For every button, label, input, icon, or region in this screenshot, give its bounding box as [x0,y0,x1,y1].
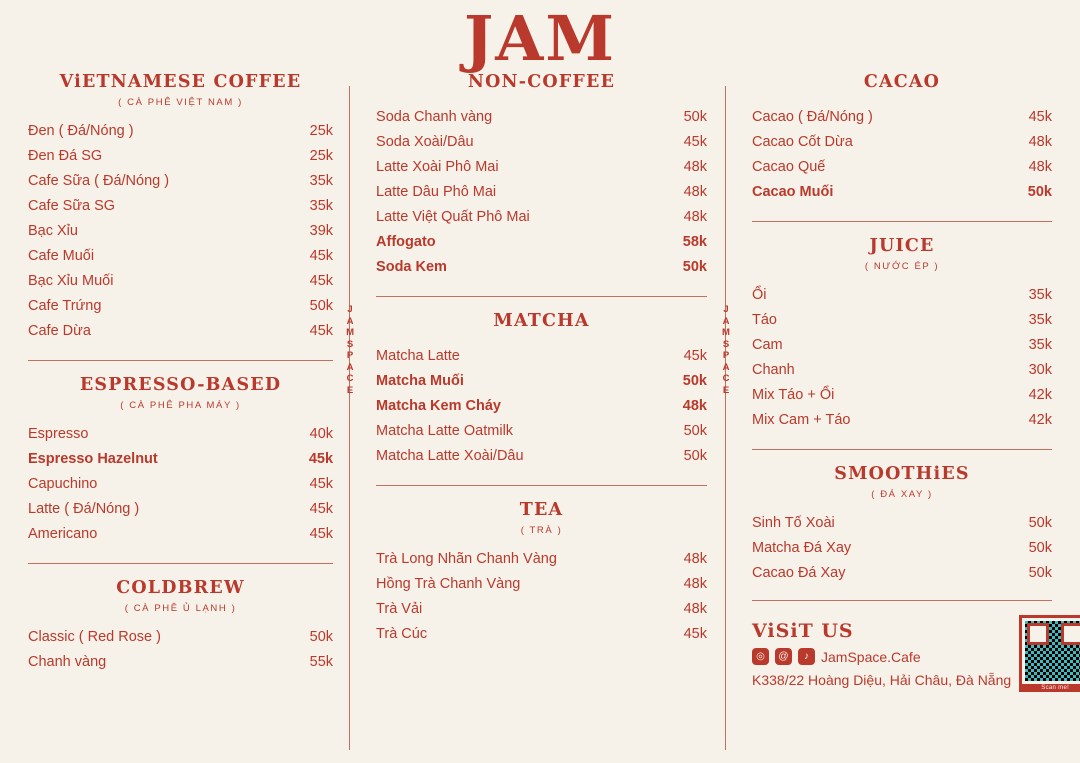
item-name: Hồng Trà Chanh Vàng [376,575,521,592]
item-name: Capuchino [28,475,98,492]
menu-item [752,333,1052,358]
item-price: 45k [1028,108,1052,125]
item-name: Cacao ( Đá/Nóng ) [752,108,873,125]
spine-text-right: J A M S P A C E [722,304,731,396]
qr-box[interactable] [1019,615,1080,692]
item-name: Espresso [28,425,89,442]
item-name: Soda Xoài/Dâu [376,133,474,150]
item-price: 48k [683,158,707,175]
menu-item [376,255,707,280]
menu-item [376,394,707,419]
menu-item [376,130,707,155]
item-name: Matcha Latte Oatmilk [376,422,514,439]
item-price: 25k [309,147,334,164]
item-price: 48k [682,397,707,414]
item-price: 48k [683,575,707,592]
item-name: Chanh vàng [28,653,107,670]
item-name: Trà Long Nhãn Chanh Vàng [376,550,557,567]
menu-item [376,419,707,444]
divider [376,296,707,297]
menu-item [28,119,333,144]
item-price: 50k [683,447,707,464]
item-name: Latte ( Đá/Nóng ) [28,500,140,517]
menu-item [376,597,707,622]
item-price: 42k [1028,411,1052,428]
item-name: Táo [752,311,777,328]
item-name: Sinh Tố Xoài [752,514,835,531]
visit-us-block [752,615,1070,694]
item-name: Matcha Kem Cháy [376,397,501,414]
section-vietnamese-coffee [28,72,333,344]
tiktok-icon[interactable]: ♪ [798,648,815,665]
section-title: CACAO [863,72,941,92]
section-items [376,105,707,280]
brand-title: JAM [463,2,617,75]
item-price: 50k [1027,183,1052,200]
section-smoothies [752,464,1052,586]
item-name: Mix Cam + Táo [752,411,851,428]
section-title: SMOOTHiES [834,463,970,484]
item-price: 45k [309,322,334,339]
item-price: 55k [309,653,334,670]
item-name: Soda Chanh vàng [376,108,493,125]
menu-item [28,497,333,522]
section-tea [376,500,707,647]
menu-item [28,244,333,269]
section-title: TEA [519,499,564,520]
menu-item [752,358,1052,383]
item-price: 35k [1028,311,1052,328]
column-right [726,72,1070,760]
item-name: Affogato [376,233,436,250]
section-subtitle: ( ĐÁ XAY ) [871,488,933,500]
menu-item [28,269,333,294]
menu-item [376,622,707,647]
menu-item [376,444,707,469]
menu-item [376,230,707,255]
section-espresso-based [28,375,333,547]
item-price: 45k [683,625,707,642]
item-name: Latte Việt Quất Phô Mai [376,208,530,225]
section-items [752,283,1052,433]
section-non-coffee [376,72,707,280]
item-price: 42k [1028,386,1052,403]
social-links[interactable] [752,648,1011,665]
menu-item [752,308,1052,333]
item-name: Cam [752,336,783,353]
menu-item [752,511,1052,536]
menu-item [752,408,1052,433]
qr-code-image[interactable] [1022,618,1080,684]
qr-caption: Scan me! [1022,684,1080,692]
item-name: Americano [28,525,98,542]
divider [752,221,1052,222]
item-price: 50k [1028,539,1052,556]
item-price: 40k [309,425,334,442]
menu-item [376,572,707,597]
section-subtitle: ( CÀ PHÊ Ủ LẠNH ) [124,602,237,614]
menu-item [28,522,333,547]
item-price: 35k [309,172,334,189]
item-price: 45k [308,450,334,467]
item-price: 50k [1028,564,1052,581]
menu-item [376,155,707,180]
item-price: 25k [309,122,334,139]
section-cacao [752,72,1052,205]
menu-item [752,130,1052,155]
item-price: 45k [683,133,707,150]
item-name: Espresso Hazelnut [28,450,158,467]
section-title: JUICE [869,235,935,256]
menu-item [28,219,333,244]
item-price: 48k [683,600,707,617]
section-items [376,547,707,647]
menu-item [752,180,1052,205]
item-name: Mix Táo + Ổi [752,386,835,403]
item-price: 50k [309,628,334,645]
item-price: 45k [309,500,334,517]
menu-item [28,319,333,344]
item-name: Cafe Muối [28,247,95,264]
item-price: 45k [683,347,707,364]
section-matcha [376,311,707,469]
social-handle: JamSpace.Cafe [821,648,921,665]
menu-item [376,205,707,230]
menu-item [752,383,1052,408]
item-price: 35k [1028,286,1052,303]
divider [28,360,333,361]
menu-item [752,283,1052,308]
item-name: Matcha Latte Xoài/Dâu [376,447,524,464]
item-name: Matcha Latte [376,347,460,364]
menu-item [28,194,333,219]
item-price: 30k [1028,361,1052,378]
menu-item [752,536,1052,561]
item-name: Đen Đá SG [28,147,103,164]
item-name: Soda Kem [376,258,447,275]
item-price: 58k [682,233,707,250]
item-price: 35k [309,197,334,214]
menu-item [28,422,333,447]
item-name: Bạc Xỉu Muối [28,272,114,289]
section-subtitle: ( CÀ PHÊ PHA MÁY ) [120,399,241,411]
item-price: 48k [683,550,707,567]
item-price: 48k [1028,133,1052,150]
instagram-icon[interactable]: ◎ [752,648,769,665]
section-title: COLDBREW [116,577,245,598]
item-name: Trà Cúc [376,625,428,642]
item-price: 48k [1028,158,1052,175]
section-subtitle: ( TRÀ ) [520,524,563,536]
section-juice [752,236,1052,433]
item-price: 50k [1028,514,1052,531]
visit-header [752,615,1070,694]
item-name: Cafe Sữa ( Đá/Nóng ) [28,172,170,189]
item-name: Cafe Dừa [28,322,91,339]
item-name: Ổi [752,286,767,303]
threads-icon[interactable]: @ [775,648,792,665]
menu-columns [0,72,1080,760]
section-items [28,119,333,344]
item-price: 50k [683,108,707,125]
section-coldbrew [28,578,333,675]
section-title: MATCHA [493,310,590,331]
column-left [14,72,349,760]
item-name: Cacao Đá Xay [752,564,846,581]
item-name: Đen ( Đá/Nóng ) [28,122,134,139]
menu-item [28,625,333,650]
section-items [376,344,707,469]
item-name: Cafe Trứng [28,297,102,314]
item-price: 50k [682,258,707,275]
section-items [28,625,333,675]
menu-item [28,447,333,472]
item-name: Cacao Quế [752,158,826,175]
menu-item [752,105,1052,130]
menu-item [28,294,333,319]
section-subtitle: ( NƯỚC ÉP ) [864,260,940,272]
menu-item [28,472,333,497]
item-price: 35k [1028,336,1052,353]
section-title: ViETNAMESE COFFEE [59,72,302,92]
divider [376,485,707,486]
menu-item [376,105,707,130]
menu-item [28,144,333,169]
divider [28,563,333,564]
item-price: 48k [683,208,707,225]
item-price: 45k [309,272,334,289]
item-price: 48k [683,183,707,200]
menu-item [752,155,1052,180]
column-middle [350,72,725,760]
visit-title: ViSiT US [752,620,854,643]
menu-item [376,344,707,369]
item-price: 45k [309,525,334,542]
item-name: Cafe Sữa SG [28,197,116,214]
menu-item [376,180,707,205]
spine-text-left: J A M S P A C E [346,304,355,396]
item-name: Chanh [752,361,795,378]
item-name: Matcha Muối [376,372,464,389]
menu-item [376,369,707,394]
item-name: Matcha Đá Xay [752,539,852,556]
divider [752,449,1052,450]
section-title: NON-COFFEE [467,72,616,92]
menu-item [752,561,1052,586]
item-name: Cacao Muối [752,183,834,200]
item-price: 39k [309,222,334,239]
item-name: Classic ( Red Rose ) [28,628,161,645]
item-price: 45k [309,247,334,264]
item-price: 50k [683,422,707,439]
section-items [752,511,1052,586]
section-subtitle: ( CÀ PHÊ VIỆT NAM ) [118,96,243,108]
section-items [28,422,333,547]
divider [752,600,1052,601]
menu-item [28,169,333,194]
address: K338/22 Hoàng Diệu, Hải Châu, Đà Nẵng [752,672,1012,689]
item-price: 50k [682,372,707,389]
item-name: Latte Dâu Phô Mai [376,183,497,200]
section-items [752,105,1052,205]
item-name: Cacao Cốt Dừa [752,133,853,150]
visit-info [752,620,1011,688]
item-name: Trà Vải [376,600,423,617]
qr-code-block[interactable] [1019,615,1080,694]
menu-item [28,650,333,675]
menu-item [376,547,707,572]
item-name: Latte Xoài Phô Mai [376,158,499,175]
section-title: ESPRESSO-BASED [79,374,282,395]
item-price: 50k [309,297,334,314]
item-name: Bạc Xỉu [28,222,78,239]
item-price: 45k [309,475,334,492]
